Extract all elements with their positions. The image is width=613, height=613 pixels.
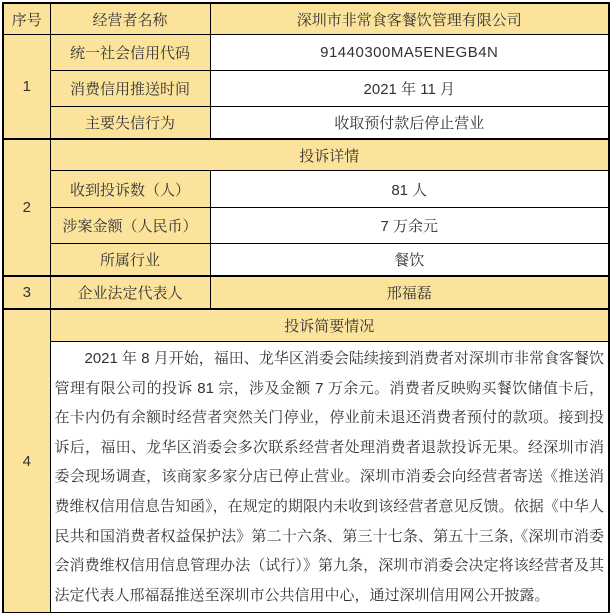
complaint-brief-cell — [50, 342, 609, 613]
dishonest-behavior-label: 主要失信行为 — [50, 107, 210, 140]
complaint-brief-text: 2021 年 8 月开始，福田、龙华区消委会陆续接到消费者对深圳市非常食客餐饮管理有限公司的投诉 81 宗，涉及金额 7 万余元。消费者反映购买餐饮储值卡后，在卡内仍有余额时经营者突然关门停业，停业前未退还消费者预付的款项。接到投诉后，福田、龙华区消委会多次联系经营者处理消费者退款投诉无果。经深圳市消委会现场调查，该商家多家分店已停止营业。深圳市消委会向经营者寄送《推送消费维权信用信息告知函》，在规定的期限内未收到该经营者意见反馈。依据《中华人民共和国消费者权益保护法》第二十六条、第三十七条、第五十三条,《深圳市消委会消费维权信用信息管理办法（试行）》第九条，深圳市消委会决定将该经营者及其法定代表人邢福磊推送至深圳市公共信用中心，通过深圳信用网公开披露。 — [54, 350, 604, 604]
credit-code-value: 91440300MA5ENEGB4N — [210, 35, 609, 71]
operator-name-label: 经营者名称 — [50, 3, 210, 35]
table-row-amount — [3, 208, 609, 244]
complaint-count-label: 收到投诉数（人） — [50, 171, 210, 208]
legal-rep-label: 企业法定代表人 — [50, 276, 210, 309]
seq-column-header: 序号 — [3, 3, 50, 35]
industry-label: 所属行业 — [50, 244, 210, 277]
table-row-header — [3, 3, 609, 35]
industry-value: 餐饮 — [210, 244, 609, 277]
operator-name-value: 深圳市非常食客餐饮管理有限公司 — [210, 3, 609, 35]
push-time-value: 2021 年 11 月 — [210, 71, 609, 107]
table-row-credit-code — [3, 35, 609, 71]
amount-value: 7 万余元 — [210, 208, 609, 244]
dishonest-behavior-value: 收取预付款后停止营业 — [210, 107, 609, 140]
seq-2: 2 — [3, 139, 50, 276]
table-row-push-time — [3, 71, 609, 107]
credit-disclosure-table — [2, 2, 610, 613]
legal-rep-value: 邢福磊 — [210, 276, 609, 309]
table-row-complaint-count — [3, 171, 609, 208]
complaint-brief-title: 投诉简要情况 — [50, 309, 609, 342]
table-row-brief-text — [3, 342, 609, 613]
table-row-industry — [3, 244, 609, 277]
complaint-details-title: 投诉详情 — [50, 139, 609, 171]
table-row-complaint-details-header — [3, 139, 609, 171]
credit-code-label: 统一社会信用代码 — [50, 35, 210, 71]
seq-1: 1 — [3, 35, 50, 140]
seq-3: 3 — [3, 276, 50, 309]
seq-4: 4 — [3, 309, 50, 613]
table-row-dishonest-behavior — [3, 107, 609, 140]
amount-label: 涉案金额（人民币） — [50, 208, 210, 244]
push-time-label: 消费信用推送时间 — [50, 71, 210, 107]
table-row-legal-rep — [3, 276, 609, 309]
table-row-brief-header — [3, 309, 609, 342]
complaint-count-value: 81 人 — [210, 171, 609, 208]
